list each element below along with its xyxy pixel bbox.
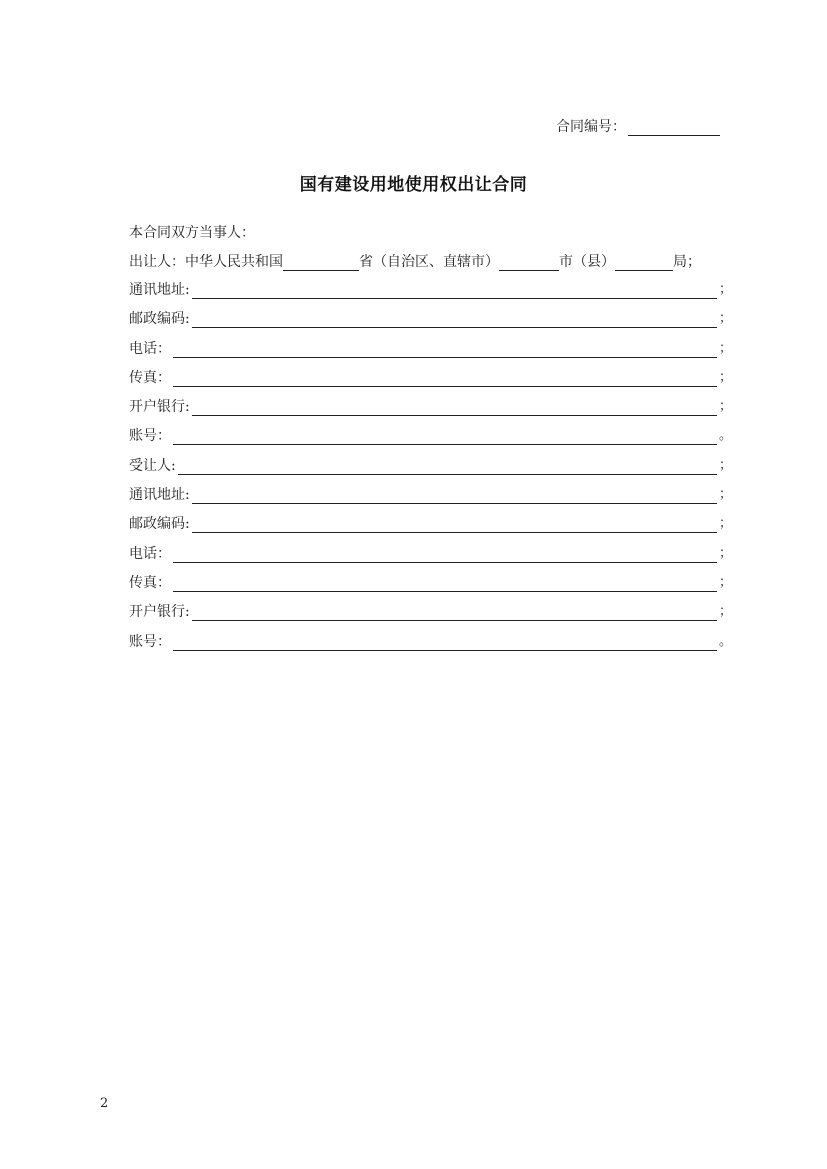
field-blank[interactable] [192, 309, 717, 328]
field-row [129, 602, 733, 631]
field-row [129, 456, 733, 485]
bureau-label: 局； [673, 254, 701, 270]
field-end-mark: ； [719, 369, 733, 385]
field-row [129, 544, 733, 573]
grantor-prefix: 出让人：中华人民共和国 [129, 254, 283, 270]
field-blank[interactable] [192, 485, 717, 504]
field-end-mark: ； [719, 545, 733, 561]
city-label: 市（县） [559, 254, 615, 270]
parties-intro: 本合同双方当事人： [129, 225, 255, 241]
field-blank[interactable] [192, 514, 717, 533]
field-row [129, 514, 733, 543]
field-row [129, 573, 733, 602]
field-end-mark: ； [719, 604, 733, 620]
field-blank[interactable] [173, 368, 717, 387]
page-number: 2 [100, 1096, 109, 1111]
field-label: 传真： [129, 369, 171, 386]
field-blank[interactable] [178, 456, 717, 475]
contract-number-field[interactable] [628, 120, 720, 136]
contract-number-label: 合同编号： [556, 119, 626, 135]
province-label: 省（自治区、直辖市） [359, 254, 499, 270]
field-blank[interactable] [173, 632, 717, 651]
field-label: 账号： [129, 428, 171, 445]
field-blank[interactable] [173, 426, 717, 445]
field-label: 开户银行: [129, 604, 190, 621]
field-label: 账号： [129, 633, 171, 650]
field-blank[interactable] [192, 602, 717, 621]
field-end-mark: ； [719, 574, 733, 590]
field-end-mark: ； [719, 399, 733, 415]
contract-number [556, 116, 720, 136]
field-label: 传真： [129, 574, 171, 591]
field-blank[interactable] [192, 397, 717, 416]
field-label: 电话： [129, 545, 171, 562]
city-field[interactable] [499, 254, 559, 271]
field-label: 邮政编码: [129, 311, 190, 328]
field-blank[interactable] [173, 573, 717, 592]
field-label: 电话： [129, 340, 171, 357]
grantor-line [129, 251, 727, 271]
field-label: 开户银行: [129, 399, 190, 416]
field-row [129, 485, 733, 514]
field-blank[interactable] [173, 339, 717, 358]
field-end-mark: ； [719, 516, 733, 532]
document-title: 国有建设用地使用权出让合同 [299, 175, 528, 195]
field-blank[interactable] [173, 544, 717, 563]
field-blank[interactable] [192, 280, 717, 299]
field-end-mark: 。 [719, 428, 733, 444]
field-row [129, 339, 733, 368]
field-row [129, 368, 733, 397]
field-row [129, 632, 733, 661]
field-end-mark: ； [719, 340, 733, 356]
field-end-mark: ； [719, 282, 733, 297]
bureau-field[interactable] [615, 254, 673, 271]
field-label: 通讯地址: [129, 487, 190, 504]
field-row [129, 397, 733, 426]
field-label: 邮政编码: [129, 516, 190, 533]
field-label: 通讯地址: [129, 282, 190, 298]
province-field[interactable] [283, 254, 359, 271]
field-row [129, 309, 733, 338]
field-end-mark: ； [719, 311, 733, 327]
field-label: 受让人: [129, 457, 176, 474]
field-end-mark: ； [719, 487, 733, 503]
field-row [129, 426, 733, 455]
field-end-mark: ； [719, 457, 733, 473]
party-fields [129, 280, 733, 661]
field-row [129, 280, 733, 309]
field-end-mark: 。 [719, 633, 733, 649]
